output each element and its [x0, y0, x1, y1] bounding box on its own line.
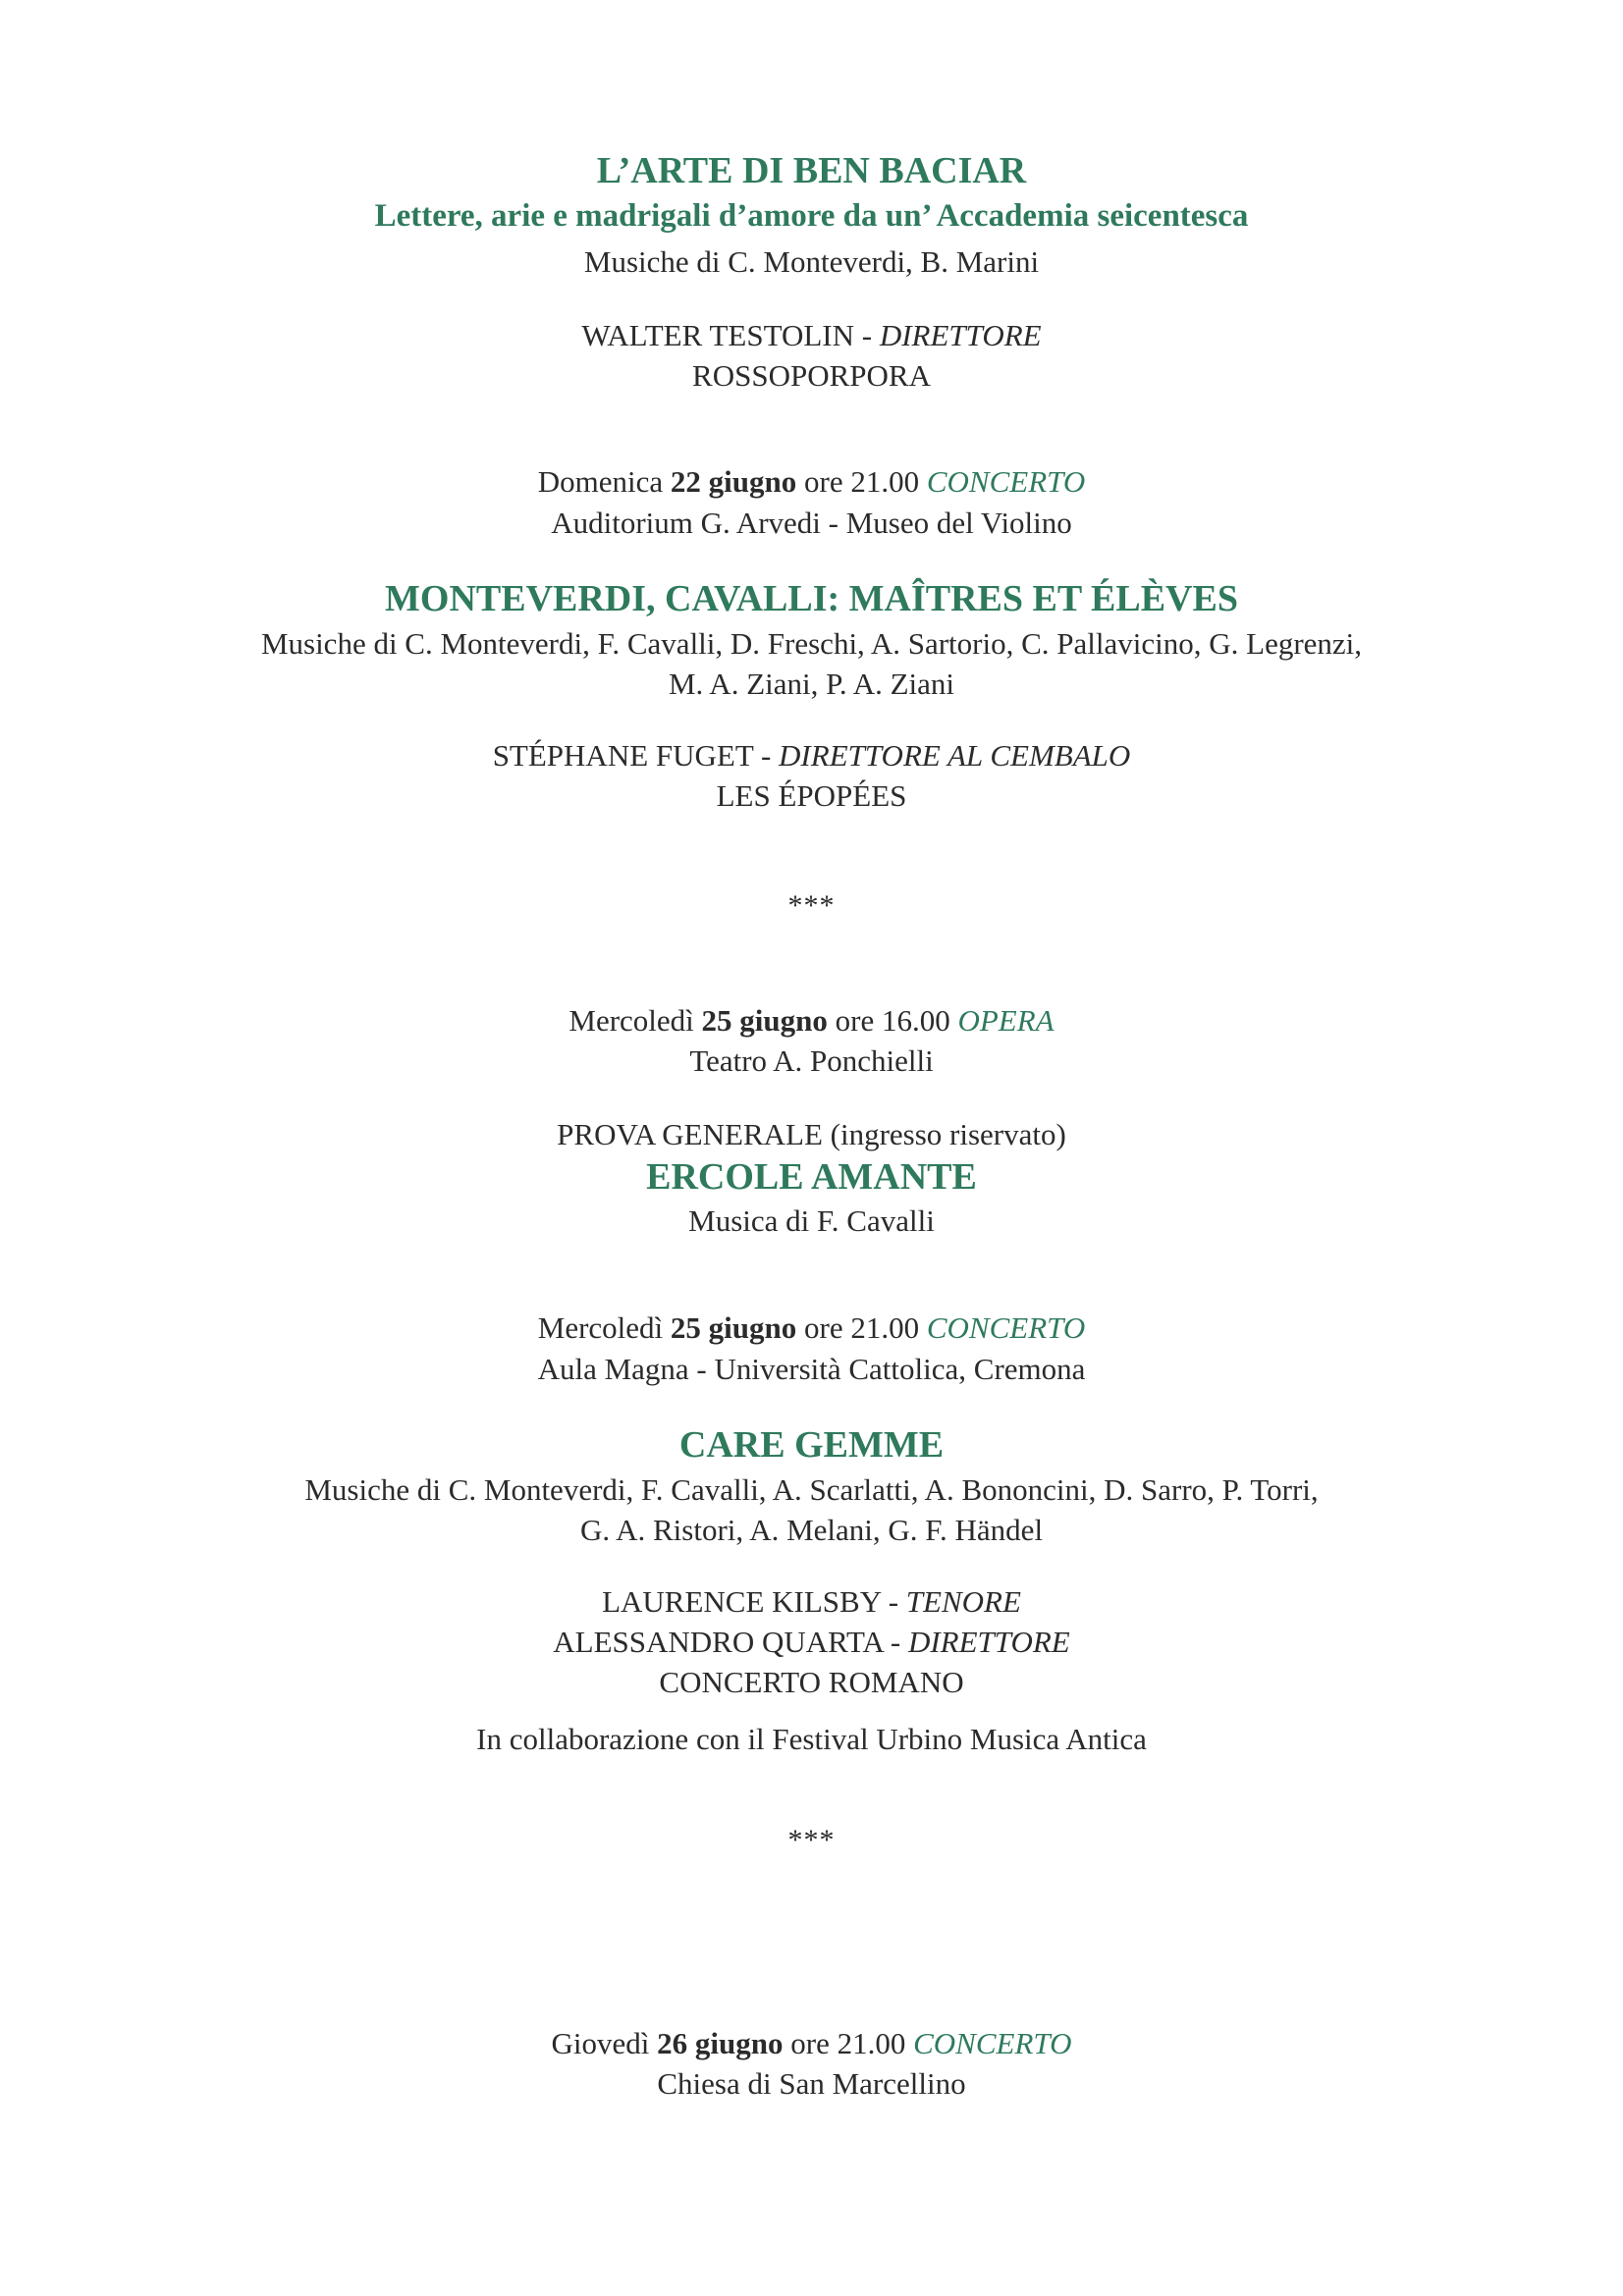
event-day: Domenica: [537, 464, 664, 499]
performer-role: DIRETTORE: [907, 1625, 1070, 1659]
performer-role: DIRETTORE: [879, 318, 1042, 352]
ensemble-name: CONCERTO ROMANO: [659, 1665, 964, 1699]
performer-name: ALESSANDRO QUARTA: [553, 1625, 884, 1659]
separator: ***: [787, 889, 836, 922]
event-venue: Auditorium G. Arvedi - Museo del Violino: [551, 506, 1072, 540]
event-date: 26 giugno: [657, 2026, 784, 2060]
event-music: Musiche di C. Monteverdi, B. Marini: [583, 244, 1040, 279]
event-date-line: [0, 2028, 1623, 2058]
event-type: OPERA: [957, 1003, 1055, 1038]
event-date-line: [0, 1005, 1623, 1036]
event-type: CONCERTO: [926, 464, 1086, 499]
event-title: L’ARTE DI BEN BACIAR: [596, 150, 1027, 191]
performer-line: WALTER TESTOLIN - DIRETTORE: [581, 318, 1042, 352]
event-time: ore 16.00: [835, 1003, 950, 1038]
event-time: ore 21.00: [790, 2026, 906, 2060]
event-time: ore 21.00: [804, 1310, 920, 1345]
event-day: Mercoledì: [568, 1003, 694, 1038]
event-venue: Teatro A. Ponchielli: [689, 1043, 934, 1078]
event-date: 22 giugno: [670, 464, 797, 499]
event-music-line-2: G. A. Ristori, A. Melani, G. F. Händel: [579, 1513, 1044, 1547]
performer-line: STÉPHANE FUGET - DIRETTORE AL CEMBALO: [492, 738, 1131, 773]
event-type: CONCERTO: [913, 2026, 1072, 2060]
event-date: 25 giugno: [701, 1003, 828, 1038]
event-venue: Chiesa di San Marcellino: [657, 2066, 966, 2101]
event-subtitle: Lettere, arie e madrigali d’amore da un’ Accademia seicentesca: [374, 198, 1249, 234]
event-music-line-2: M. A. Ziani, P. A. Ziani: [668, 667, 955, 701]
event-day: Giovedì: [551, 2026, 650, 2060]
performer-name: WALTER TESTOLIN: [581, 318, 854, 352]
performer-name: LAURENCE KILSBY: [602, 1584, 881, 1619]
event-music-line-1: Musiche di C. Monteverdi, F. Cavalli, D. Freschi, A. Sartorio, C. Pallavicino, G. Legrenzi,: [260, 626, 1363, 661]
event-day: Mercoledì: [537, 1310, 664, 1345]
event-date-line: [0, 1312, 1623, 1343]
performer-role: DIRETTORE AL CEMBALO: [779, 738, 1131, 773]
performer-role: TENORE: [905, 1584, 1021, 1619]
separator: ***: [787, 1824, 836, 1856]
event-title: ERCOLE AMANTE: [646, 1156, 977, 1198]
event-title: CARE GEMME: [678, 1424, 945, 1466]
event-note: PROVA GENERALE (ingresso riservato): [557, 1117, 1066, 1151]
event-music: Musica di F. Cavalli: [688, 1203, 935, 1238]
event-music-line-1: Musiche di C. Monteverdi, F. Cavalli, A. Scarlatti, A. Bononcini, D. Sarro, P. Torri,: [304, 1472, 1319, 1507]
performer-line: LAURENCE KILSBY - TENORE: [602, 1584, 1021, 1619]
event-type: CONCERTO: [926, 1310, 1086, 1345]
event-venue: Aula Magna - Università Cattolica, Cremona: [537, 1352, 1086, 1386]
event-time: ore 21.00: [804, 464, 920, 499]
event-title: MONTEVERDI, CAVALLI: MAÎTRES ET ÉLÈVES: [385, 578, 1238, 619]
event-date-line: [0, 466, 1623, 497]
performer-line: ALESSANDRO QUARTA - DIRETTORE: [553, 1625, 1070, 1659]
ensemble-name: ROSSOPORPORA: [692, 358, 931, 393]
collaboration-note: In collaborazione con il Festival Urbino Musica Antica: [476, 1722, 1147, 1756]
performer-name: STÉPHANE FUGET: [492, 738, 754, 773]
event-date: 25 giugno: [670, 1310, 797, 1345]
ensemble-name: LES ÉPOPÉES: [716, 778, 907, 813]
